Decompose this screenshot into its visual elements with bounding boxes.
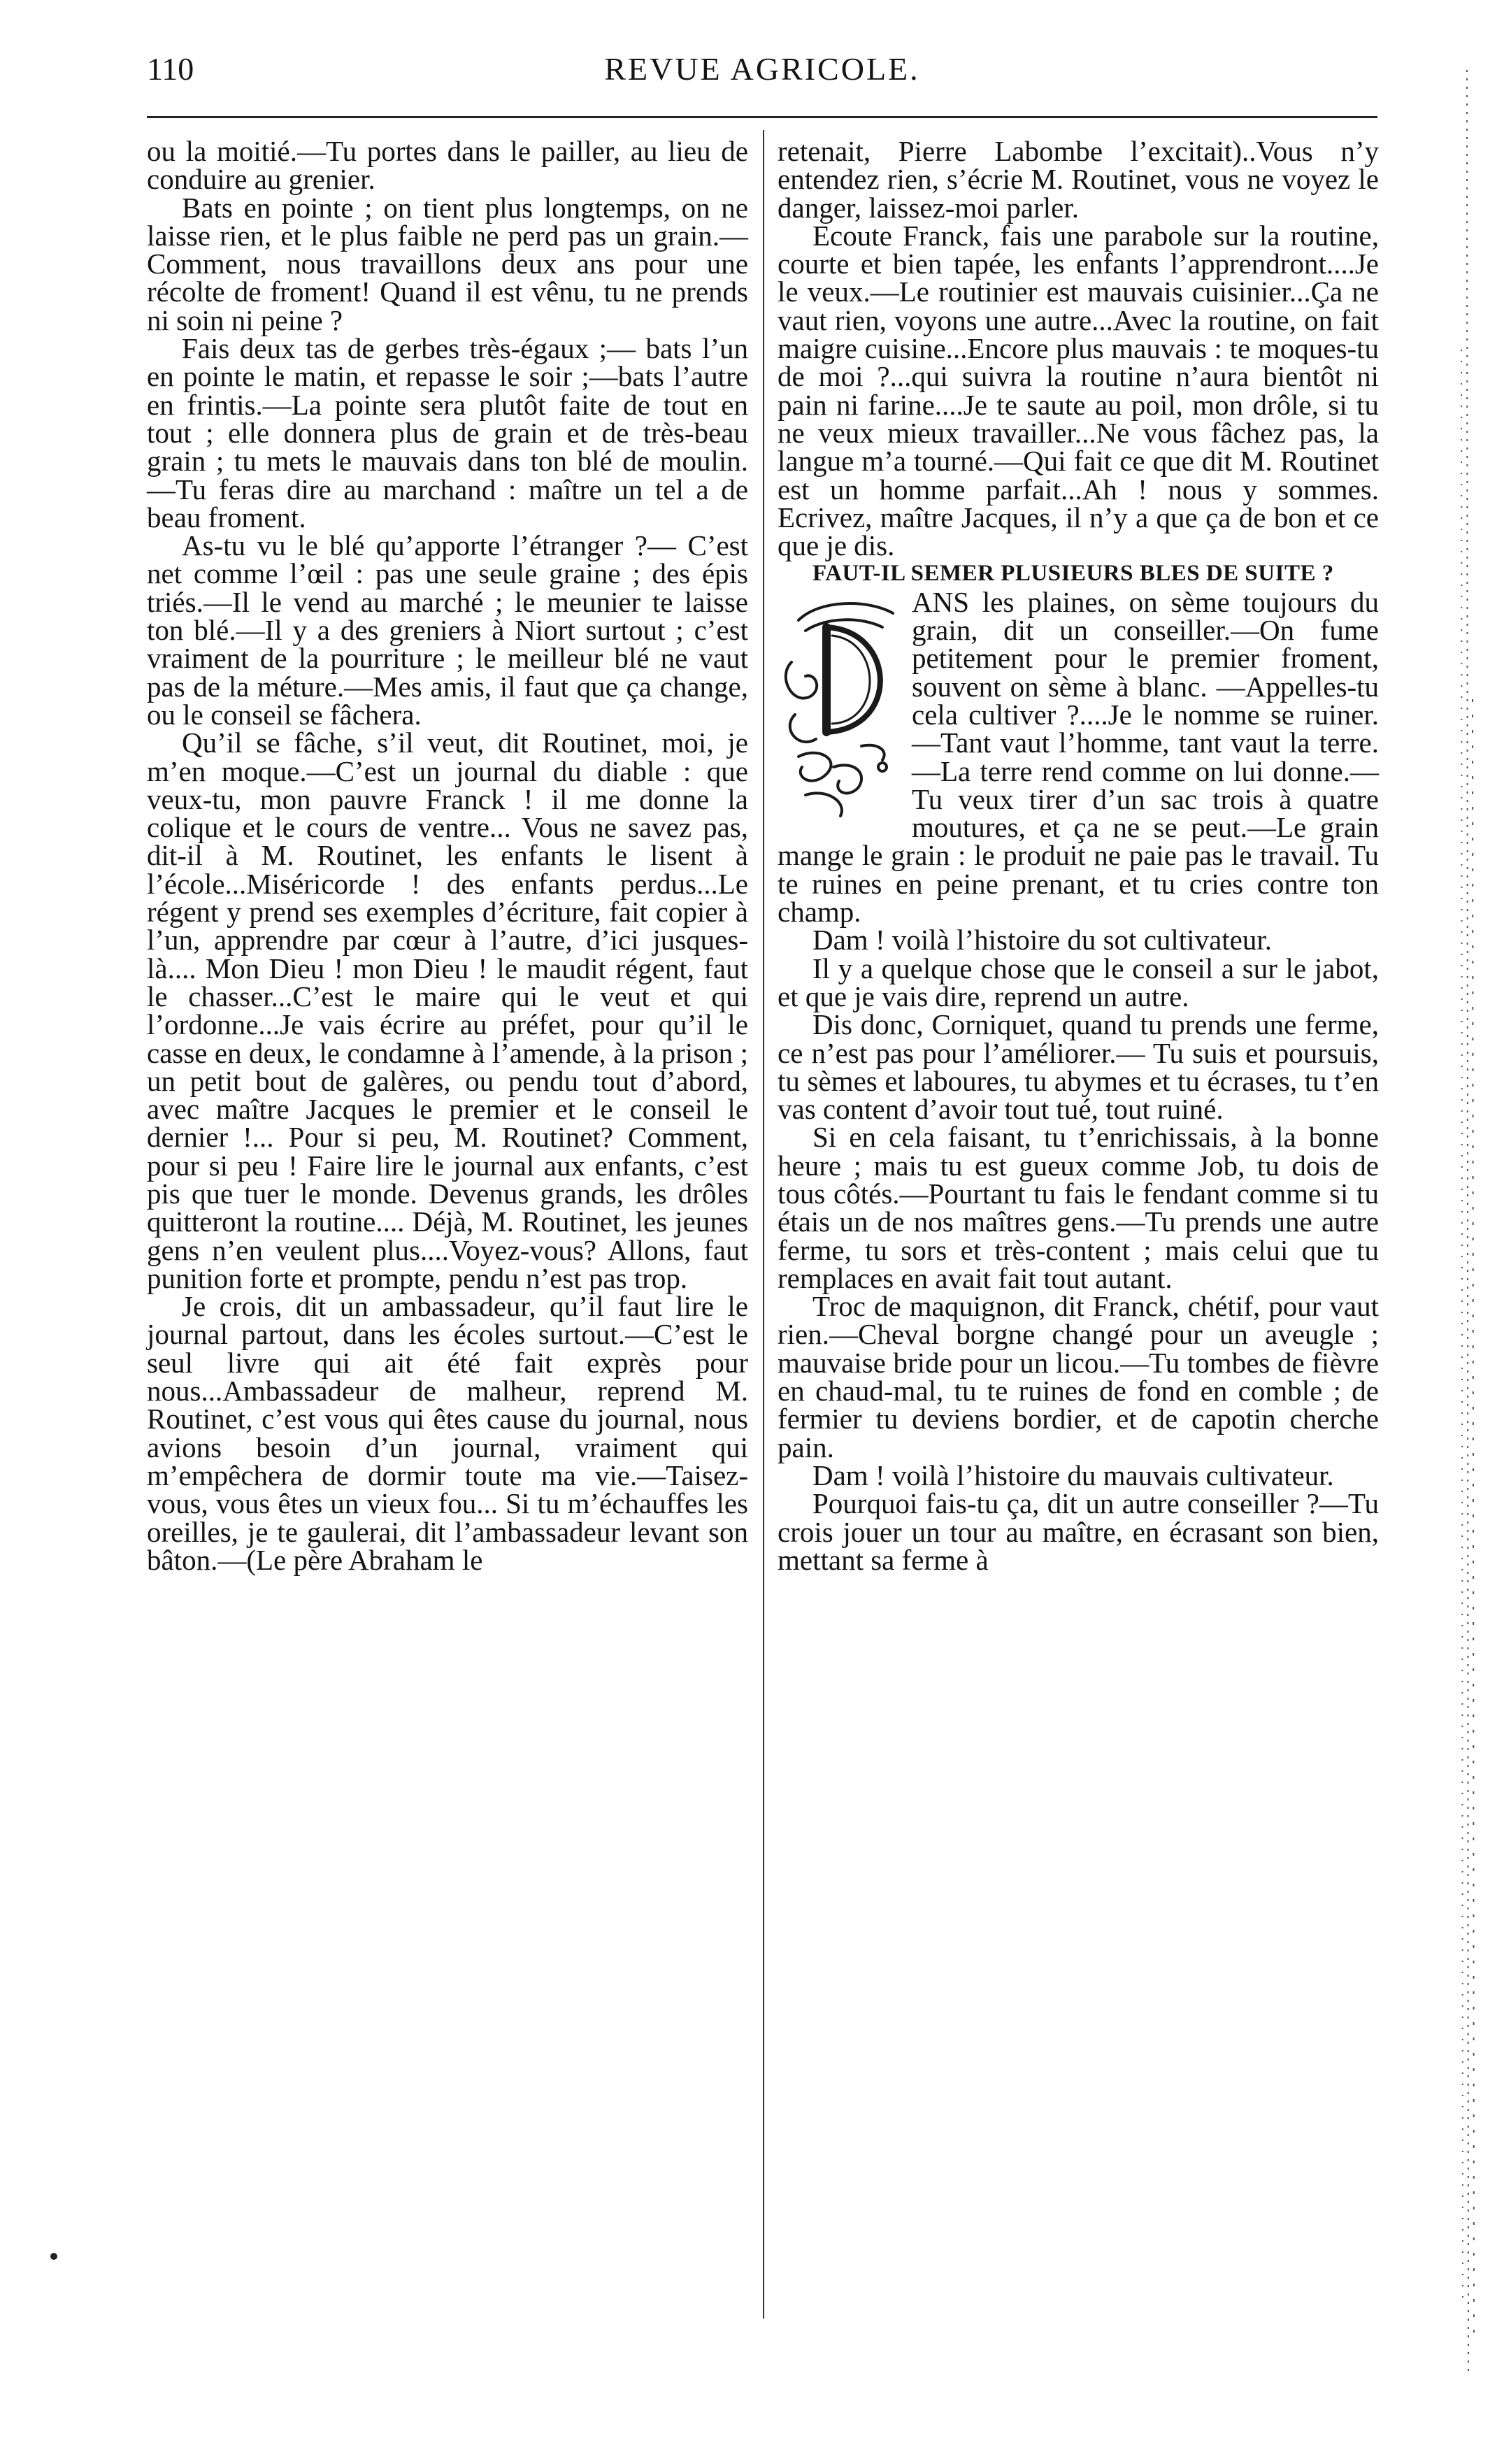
drop-cap-text: ANS les plaines, on sème toujours du grain, dit un conseiller.—On fume petitement pour le premier froment, souvent on sème à blanc. —Appelles-tu cela cultiver ?....Je le nomme se ruiner.—Tant vaut l’homme, tant vaut la terre.—La terre rend comme on lui donne.—Tu veux tirer d’un sac trois à quatre moutures, et ça ne se peut.—Le grain mange le grain : le produit ne paie pas le travail. Tu te ruines en peine prenant, et tu cries contre ton champ.	[778, 585, 1379, 929]
paragraph: ou la moitié.—Tu portes dans le pailler, au lieu de conduire au grenier.	[147, 135, 748, 196]
header-rule	[147, 116, 1377, 118]
page-header	[147, 50, 1377, 106]
paragraph: Dam ! voilà l’histoire du mauvais cultivateur.	[812, 1459, 1334, 1491]
paragraph: Je crois, dit un ambassadeur, qu’il faut lire le journal partout, dans les écoles surtout.—C’est le seul livre qui ait été fait exprès pour nous...Ambassadeur de malheur, reprend M. Routinet, c’est vous qui êtes cause du journal, nous avions besoin d’un journal, vraiment qui m’empêchera de dormir toute ma vie.—Taisez-vous, vous êtes un vieux fou... Si tu m’échauffes les oreilles, je te gaulerai, dit l’ambassadeur levant son bâton.—(Le père Abraham le	[147, 1290, 748, 1576]
drop-cap-paragraph	[778, 585, 1379, 929]
paragraph: Dam ! voilà l’histoire du sot cultivateur.	[812, 924, 1273, 957]
scan-speck	[50, 2253, 57, 2260]
paragraph: Il y a quelque chose que le conseil a sur le jabot, et que je vais dire, reprend un autre.	[778, 952, 1379, 1012]
paragraph: Dis donc, Corniquet, quand tu prends une ferme, ce n’est pas pour l’améliorer.— Tu suis et poursuis, tu sèmes et laboures, tu abymes et tu écrases, tu t’en vas content d’avoir tout tué, tout ruiné.	[778, 1008, 1379, 1126]
running-head: REVUE AGRICOLE.	[604, 51, 920, 87]
section-title: FAUT-IL SEMER PLUSIEURS BLES DE SUITE ?	[812, 561, 1334, 587]
paragraph: Bats en pointe ; on tient plus longtemps, on ne laisse rien, et le plus faible ne perd pas un grain.—Comment, nous travaillons deux ans pour une récolte de froment! Quand il est vênu, tu ne prends ni soin ni peine ?	[147, 191, 748, 336]
right-column	[778, 137, 1379, 1574]
column-divider	[763, 130, 764, 2319]
paragraph: Fais deux tas de gerbes très-égaux ;— bats l’un en pointe le matin, et repasse le soir ;—bats l’autre en frintis.—La pointe sera plutôt faite de tout en tout ; elle donnera plus de grain et de très-beau grain ; tu mets le mauvais dans ton blé de moulin. —Tu feras dire au marchand : maître un tel a de beau froment.	[147, 332, 748, 533]
paragraph: Si en cela faisant, tu t’enrichissais, à la bonne heure ; mais tu est gueux comme Job, tu dois de tous côtés.—Pourtant tu fais le fendant comme si tu étais un de nos maîtres gens.—Tu prends une autre ferme, tu sors et très-content ; mais celui que tu remplaces en avait fait tout autant.	[778, 1121, 1379, 1294]
ornamental-drop-cap-icon	[778, 592, 903, 823]
paragraph: Ecoute Franck, fais une parabole sur la routine, courte et bien tapée, les enfants l’apprendront....Je le veux.—Le routinier est mauvais cuisinier...Ça ne vaut rien, voyons une autre...Avec la routine, on fait maigre cuisine...Encore plus mauvais : te moques-tu de moi ?...qui suivra la routine n’aura bientôt ni pain ni farine....Je te saute au poil, mon drôle, si tu ne veux mieux travailler...Ne vous fâchez pas, la langue m’a tourné.—Qui fait ce que dit M. Routinet est un homme parfait...Ah ! nous y sommes. Ecrivez, maître Jacques, il n’y a que ça de bon et ce que je dis.	[778, 219, 1379, 562]
paragraph: retenait, Pierre Labombe l’excitait)..Vous n’y entendez rien, s’écrie M. Routinet, vous ne voyez le danger, laissez-moi parler.	[778, 135, 1379, 224]
margin-scan-artifact	[1453, 70, 1481, 2377]
page-number: 110	[147, 51, 194, 87]
paragraph: Troc de maquignon, dit Franck, chétif, pour vaut rien.—Cheval borgne changé pour un aveugle ; mauvaise bride pour un licou.—Tu tombes de fièvre en chaud-mal, tu te ruines de fond en comble ; de fermier tu deviens bordier, et de capotin cherche pain.	[778, 1290, 1379, 1463]
left-column	[147, 137, 748, 1574]
paragraph: As-tu vu le blé qu’apporte l’étranger ?— C’est net comme l’œil : pas une seule graine ; des épis triés.—Il le vend au marché ; le meunier te laisse ton blé.—Il y a des greniers à Niort surtout ; c’est vraiment de la pourriture ; le meilleur blé ne vaut pas de la méture.—Mes amis, il faut que ça change, ou le conseil se fâchera.	[147, 529, 748, 731]
paragraph: Pourquoi fais-tu ça, dit un autre conseiller ?—Tu crois jouer un tour au maître, en écrasant son bien, mettant sa ferme à	[778, 1487, 1379, 1576]
paragraph: Qu’il se fâche, s’il veut, dit Routinet, moi, je m’en moque.—C’est un journal du diable : que veux-tu, mon pauvre Franck ! il me donne la colique et le cours de ventre... Vous ne savez pas, dit-il à M. Routinet, les enfants le lisent à l’école...Miséricorde ! des enfants perdus...Le régent y prend ses exemples d’écriture, fait copier à l’un, apprendre par cœur à l’autre, d’ici jusques-là.... Mon Dieu ! mon Dieu ! le maudit régent, faut le chasser...C’est le maire qui le veut et qui l’ordonne...Je vais écrire au préfet, pour qu’il le casse en deux, le condamne à l’amende, à la prison ; un petit bout de galères, ou pendu tout d’abord, avec maître Jacques le premier et le conseil le dernier !... Pour si peu, M. Routinet? Comment, pour si peu ! Faire lire le journal aux enfants, c’est pis que tuer le monde. Devenus grands, les drôles quitteront la routine.... Déjà, M. Routinet, les jeunes gens n’en veulent plus....Voyez-vous? Allons, faut punition forte et prompte, pendu n’est pas trop.	[147, 726, 748, 1294]
